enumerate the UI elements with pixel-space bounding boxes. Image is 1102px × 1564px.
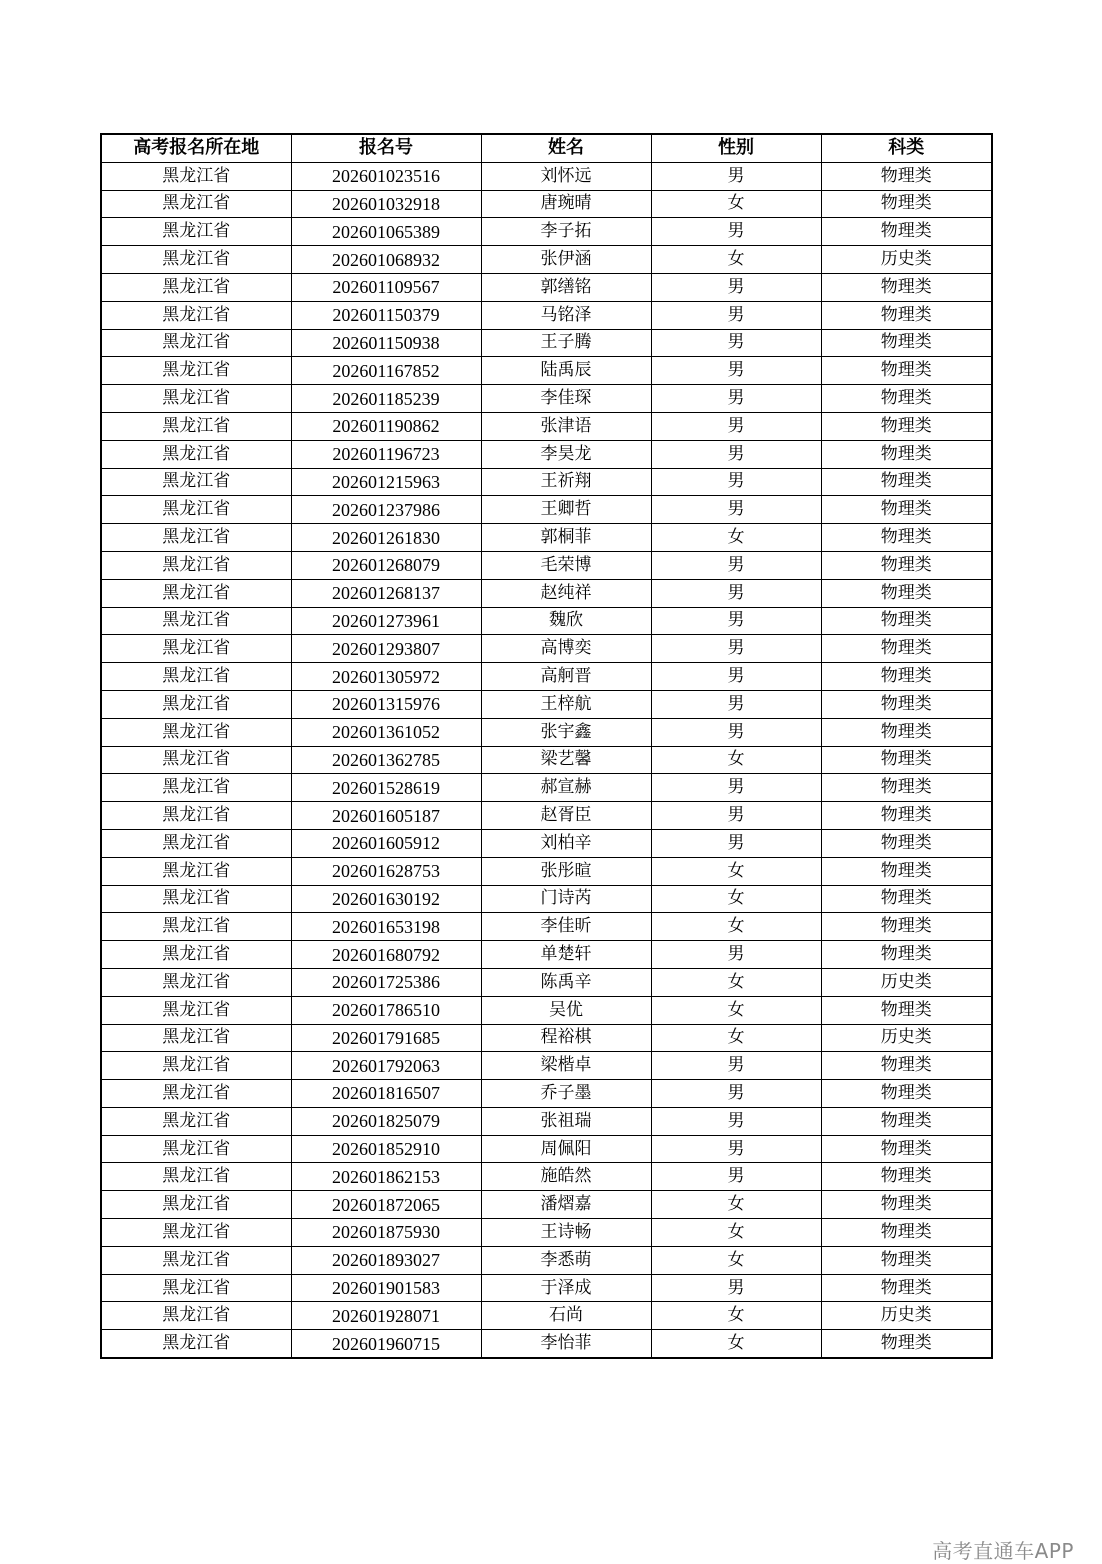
cell-registration-number: 202601791685 [291, 1024, 481, 1052]
cell-name: 单楚轩 [481, 941, 651, 969]
cell-name: 石尚 [481, 1302, 651, 1330]
cell-gender: 男 [651, 607, 821, 635]
cell-region: 黑龙江省 [101, 774, 291, 802]
cell-registration-number: 202601628753 [291, 857, 481, 885]
table-body [101, 162, 992, 1358]
table-row [101, 357, 992, 385]
cell-subject-track: 历史类 [821, 968, 992, 996]
cell-gender: 女 [651, 913, 821, 941]
cell-region: 黑龙江省 [101, 996, 291, 1024]
cell-name: 刘柏辛 [481, 829, 651, 857]
cell-gender: 男 [651, 551, 821, 579]
cell-subject-track: 物理类 [821, 635, 992, 663]
cell-gender: 男 [651, 635, 821, 663]
header-region: 高考报名所在地 [101, 134, 291, 162]
cell-subject-track: 历史类 [821, 1302, 992, 1330]
cell-gender: 男 [651, 301, 821, 329]
cell-region: 黑龙江省 [101, 941, 291, 969]
cell-registration-number: 202601816507 [291, 1080, 481, 1108]
cell-name: 赵纯祥 [481, 579, 651, 607]
cell-subject-track: 物理类 [821, 468, 992, 496]
cell-name: 程裕棋 [481, 1024, 651, 1052]
cell-gender: 男 [651, 1080, 821, 1108]
cell-registration-number: 202601268137 [291, 579, 481, 607]
cell-region: 黑龙江省 [101, 635, 291, 663]
cell-name: 赵胥臣 [481, 802, 651, 830]
table-row [101, 1246, 992, 1274]
cell-registration-number: 202601196723 [291, 440, 481, 468]
cell-gender: 女 [651, 246, 821, 274]
cell-region: 黑龙江省 [101, 579, 291, 607]
table-row [101, 857, 992, 885]
cell-region: 黑龙江省 [101, 468, 291, 496]
header-name: 姓名 [481, 134, 651, 162]
cell-registration-number: 202601190862 [291, 412, 481, 440]
table-row [101, 663, 992, 691]
cell-region: 黑龙江省 [101, 1191, 291, 1219]
cell-subject-track: 物理类 [821, 829, 992, 857]
cell-name: 郭桐菲 [481, 524, 651, 552]
cell-registration-number: 202601960715 [291, 1330, 481, 1358]
table-row [101, 412, 992, 440]
cell-registration-number: 202601872065 [291, 1191, 481, 1219]
cell-registration-number: 202601068932 [291, 246, 481, 274]
cell-gender: 男 [651, 385, 821, 413]
table-row [101, 1302, 992, 1330]
cell-subject-track: 物理类 [821, 412, 992, 440]
cell-region: 黑龙江省 [101, 802, 291, 830]
cell-subject-track: 物理类 [821, 190, 992, 218]
cell-region: 黑龙江省 [101, 524, 291, 552]
cell-region: 黑龙江省 [101, 385, 291, 413]
cell-region: 黑龙江省 [101, 301, 291, 329]
header-row [101, 134, 992, 162]
cell-gender: 女 [651, 996, 821, 1024]
cell-region: 黑龙江省 [101, 412, 291, 440]
cell-registration-number: 202601901583 [291, 1274, 481, 1302]
cell-region: 黑龙江省 [101, 1052, 291, 1080]
cell-registration-number: 202601893027 [291, 1246, 481, 1274]
cell-gender: 女 [651, 1191, 821, 1219]
table-row [101, 941, 992, 969]
roster-table [100, 133, 993, 1359]
table-row [101, 1330, 992, 1358]
cell-gender: 女 [651, 968, 821, 996]
cell-registration-number: 202601215963 [291, 468, 481, 496]
table-row [101, 218, 992, 246]
cell-region: 黑龙江省 [101, 440, 291, 468]
cell-registration-number: 202601268079 [291, 551, 481, 579]
cell-region: 黑龙江省 [101, 246, 291, 274]
header-subject-track: 科类 [821, 134, 992, 162]
cell-subject-track: 物理类 [821, 524, 992, 552]
cell-region: 黑龙江省 [101, 1330, 291, 1358]
table-row [101, 579, 992, 607]
cell-name: 张伊涵 [481, 246, 651, 274]
cell-name: 李佳昕 [481, 913, 651, 941]
cell-region: 黑龙江省 [101, 607, 291, 635]
table-row [101, 1191, 992, 1219]
cell-name: 李子拓 [481, 218, 651, 246]
table-header [101, 134, 992, 162]
cell-region: 黑龙江省 [101, 1024, 291, 1052]
cell-name: 王子腾 [481, 329, 651, 357]
cell-name: 梁艺馨 [481, 746, 651, 774]
cell-registration-number: 202601150938 [291, 329, 481, 357]
cell-registration-number: 202601725386 [291, 968, 481, 996]
cell-subject-track: 物理类 [821, 774, 992, 802]
table-row [101, 190, 992, 218]
cell-subject-track: 物理类 [821, 301, 992, 329]
cell-gender: 男 [651, 218, 821, 246]
cell-name: 唐琬晴 [481, 190, 651, 218]
cell-name: 刘怀远 [481, 162, 651, 190]
cell-gender: 男 [651, 1274, 821, 1302]
table-row [101, 329, 992, 357]
table-row [101, 468, 992, 496]
cell-region: 黑龙江省 [101, 690, 291, 718]
cell-registration-number: 202601605187 [291, 802, 481, 830]
table-row [101, 690, 992, 718]
cell-gender: 男 [651, 162, 821, 190]
table-row [101, 162, 992, 190]
cell-gender: 男 [651, 496, 821, 524]
cell-subject-track: 物理类 [821, 941, 992, 969]
table-row [101, 385, 992, 413]
cell-gender: 男 [651, 1052, 821, 1080]
cell-name: 王卿哲 [481, 496, 651, 524]
cell-name: 李昊龙 [481, 440, 651, 468]
cell-registration-number: 202601273961 [291, 607, 481, 635]
cell-registration-number: 202601185239 [291, 385, 481, 413]
cell-subject-track: 物理类 [821, 551, 992, 579]
cell-registration-number: 202601261830 [291, 524, 481, 552]
cell-name: 陈禹辛 [481, 968, 651, 996]
cell-name: 梁楷卓 [481, 1052, 651, 1080]
cell-gender: 男 [651, 718, 821, 746]
table-row [101, 774, 992, 802]
cell-gender: 男 [651, 941, 821, 969]
cell-subject-track: 物理类 [821, 162, 992, 190]
cell-subject-track: 物理类 [821, 690, 992, 718]
cell-subject-track: 历史类 [821, 246, 992, 274]
cell-registration-number: 202601315976 [291, 690, 481, 718]
cell-subject-track: 物理类 [821, 579, 992, 607]
cell-gender: 女 [651, 1330, 821, 1358]
cell-subject-track: 物理类 [821, 1052, 992, 1080]
cell-subject-track: 物理类 [821, 1274, 992, 1302]
cell-gender: 女 [651, 1246, 821, 1274]
cell-registration-number: 202601167852 [291, 357, 481, 385]
cell-gender: 男 [651, 329, 821, 357]
table-row [101, 496, 992, 524]
cell-registration-number: 202601150379 [291, 301, 481, 329]
cell-name: 毛荣博 [481, 551, 651, 579]
watermark-text: 高考直通车APP [932, 1539, 1074, 1563]
cell-gender: 男 [651, 579, 821, 607]
table-row [101, 996, 992, 1024]
cell-subject-track: 物理类 [821, 385, 992, 413]
cell-name: 李悉萌 [481, 1246, 651, 1274]
cell-region: 黑龙江省 [101, 746, 291, 774]
cell-gender: 男 [651, 440, 821, 468]
cell-registration-number: 202601109567 [291, 273, 481, 301]
cell-region: 黑龙江省 [101, 218, 291, 246]
cell-subject-track: 物理类 [821, 885, 992, 913]
cell-name: 于泽成 [481, 1274, 651, 1302]
cell-region: 黑龙江省 [101, 913, 291, 941]
table-row [101, 273, 992, 301]
table-row [101, 635, 992, 663]
cell-subject-track: 物理类 [821, 1107, 992, 1135]
cell-registration-number: 202601928071 [291, 1302, 481, 1330]
cell-gender: 男 [651, 468, 821, 496]
cell-registration-number: 202601032918 [291, 190, 481, 218]
cell-gender: 男 [651, 357, 821, 385]
cell-name: 高舸晋 [481, 663, 651, 691]
cell-registration-number: 202601528619 [291, 774, 481, 802]
cell-subject-track: 物理类 [821, 273, 992, 301]
cell-registration-number: 202601825079 [291, 1107, 481, 1135]
cell-registration-number: 202601237986 [291, 496, 481, 524]
cell-name: 施皓然 [481, 1163, 651, 1191]
cell-name: 郝宣赫 [481, 774, 651, 802]
cell-gender: 男 [651, 1135, 821, 1163]
cell-name: 张祖瑞 [481, 1107, 651, 1135]
cell-region: 黑龙江省 [101, 1246, 291, 1274]
table-row [101, 913, 992, 941]
table-row [101, 1163, 992, 1191]
table-row [101, 1080, 992, 1108]
cell-registration-number: 202601792063 [291, 1052, 481, 1080]
cell-subject-track: 物理类 [821, 1080, 992, 1108]
cell-registration-number: 202601786510 [291, 996, 481, 1024]
cell-registration-number: 202601293807 [291, 635, 481, 663]
cell-region: 黑龙江省 [101, 357, 291, 385]
cell-region: 黑龙江省 [101, 190, 291, 218]
cell-gender: 女 [651, 746, 821, 774]
cell-region: 黑龙江省 [101, 551, 291, 579]
cell-name: 魏欣 [481, 607, 651, 635]
cell-name: 李怡菲 [481, 1330, 651, 1358]
cell-subject-track: 物理类 [821, 329, 992, 357]
header-registration-number: 报名号 [291, 134, 481, 162]
cell-name: 李佳琛 [481, 385, 651, 413]
cell-name: 张津语 [481, 412, 651, 440]
cell-subject-track: 物理类 [821, 663, 992, 691]
cell-registration-number: 202601605912 [291, 829, 481, 857]
cell-gender: 男 [651, 1163, 821, 1191]
cell-name: 王祈翔 [481, 468, 651, 496]
cell-region: 黑龙江省 [101, 1302, 291, 1330]
table-row [101, 1024, 992, 1052]
cell-name: 王梓航 [481, 690, 651, 718]
cell-registration-number: 202601875930 [291, 1219, 481, 1247]
cell-gender: 男 [651, 663, 821, 691]
cell-region: 黑龙江省 [101, 1163, 291, 1191]
cell-subject-track: 物理类 [821, 1191, 992, 1219]
table-row [101, 301, 992, 329]
table-row [101, 1107, 992, 1135]
cell-gender: 女 [651, 1024, 821, 1052]
cell-subject-track: 物理类 [821, 996, 992, 1024]
cell-name: 乔子墨 [481, 1080, 651, 1108]
cell-region: 黑龙江省 [101, 273, 291, 301]
cell-gender: 女 [651, 1219, 821, 1247]
cell-region: 黑龙江省 [101, 968, 291, 996]
table-row [101, 746, 992, 774]
cell-subject-track: 物理类 [821, 218, 992, 246]
cell-gender: 女 [651, 857, 821, 885]
cell-registration-number: 202601852910 [291, 1135, 481, 1163]
cell-gender: 女 [651, 524, 821, 552]
table-row [101, 829, 992, 857]
cell-subject-track: 物理类 [821, 857, 992, 885]
table-row [101, 885, 992, 913]
cell-region: 黑龙江省 [101, 885, 291, 913]
cell-gender: 男 [651, 412, 821, 440]
cell-name: 潘熠嘉 [481, 1191, 651, 1219]
cell-region: 黑龙江省 [101, 663, 291, 691]
cell-subject-track: 物理类 [821, 607, 992, 635]
cell-registration-number: 202601362785 [291, 746, 481, 774]
cell-region: 黑龙江省 [101, 1107, 291, 1135]
cell-name: 高博奕 [481, 635, 651, 663]
table-row [101, 968, 992, 996]
cell-registration-number: 202601630192 [291, 885, 481, 913]
cell-name: 陆禹辰 [481, 357, 651, 385]
cell-registration-number: 202601305972 [291, 663, 481, 691]
cell-gender: 男 [651, 802, 821, 830]
cell-gender: 女 [651, 885, 821, 913]
cell-registration-number: 202601862153 [291, 1163, 481, 1191]
cell-registration-number: 202601680792 [291, 941, 481, 969]
cell-gender: 男 [651, 1107, 821, 1135]
cell-region: 黑龙江省 [101, 857, 291, 885]
table-row [101, 1219, 992, 1247]
cell-name: 张彤暄 [481, 857, 651, 885]
cell-name: 门诗芮 [481, 885, 651, 913]
table-row [101, 1052, 992, 1080]
cell-gender: 男 [651, 829, 821, 857]
cell-gender: 男 [651, 690, 821, 718]
cell-name: 马铭泽 [481, 301, 651, 329]
cell-subject-track: 物理类 [821, 496, 992, 524]
cell-subject-track: 物理类 [821, 1219, 992, 1247]
table-row [101, 524, 992, 552]
cell-region: 黑龙江省 [101, 1219, 291, 1247]
table-row [101, 246, 992, 274]
cell-subject-track: 物理类 [821, 1246, 992, 1274]
cell-registration-number: 202601653198 [291, 913, 481, 941]
cell-registration-number: 202601361052 [291, 718, 481, 746]
cell-name: 张宇鑫 [481, 718, 651, 746]
cell-name: 王诗畅 [481, 1219, 651, 1247]
cell-region: 黑龙江省 [101, 1080, 291, 1108]
cell-gender: 女 [651, 190, 821, 218]
cell-subject-track: 物理类 [821, 802, 992, 830]
cell-subject-track: 物理类 [821, 746, 992, 774]
cell-region: 黑龙江省 [101, 496, 291, 524]
cell-subject-track: 物理类 [821, 357, 992, 385]
cell-subject-track: 物理类 [821, 913, 992, 941]
cell-gender: 女 [651, 1302, 821, 1330]
cell-subject-track: 历史类 [821, 1024, 992, 1052]
table-row [101, 607, 992, 635]
table-row [101, 1274, 992, 1302]
cell-gender: 男 [651, 774, 821, 802]
cell-name: 郭缮铭 [481, 273, 651, 301]
table-row [101, 802, 992, 830]
cell-name: 周佩阳 [481, 1135, 651, 1163]
cell-registration-number: 202601065389 [291, 218, 481, 246]
cell-region: 黑龙江省 [101, 718, 291, 746]
cell-gender: 男 [651, 273, 821, 301]
table-row [101, 718, 992, 746]
cell-subject-track: 物理类 [821, 718, 992, 746]
cell-region: 黑龙江省 [101, 829, 291, 857]
cell-region: 黑龙江省 [101, 329, 291, 357]
header-gender: 性别 [651, 134, 821, 162]
table-row [101, 440, 992, 468]
cell-region: 黑龙江省 [101, 162, 291, 190]
table-row [101, 551, 992, 579]
cell-subject-track: 物理类 [821, 1330, 992, 1358]
table-row [101, 1135, 992, 1163]
cell-registration-number: 202601023516 [291, 162, 481, 190]
cell-region: 黑龙江省 [101, 1274, 291, 1302]
cell-region: 黑龙江省 [101, 1135, 291, 1163]
cell-subject-track: 物理类 [821, 1163, 992, 1191]
cell-subject-track: 物理类 [821, 440, 992, 468]
cell-name: 吴优 [481, 996, 651, 1024]
cell-subject-track: 物理类 [821, 1135, 992, 1163]
